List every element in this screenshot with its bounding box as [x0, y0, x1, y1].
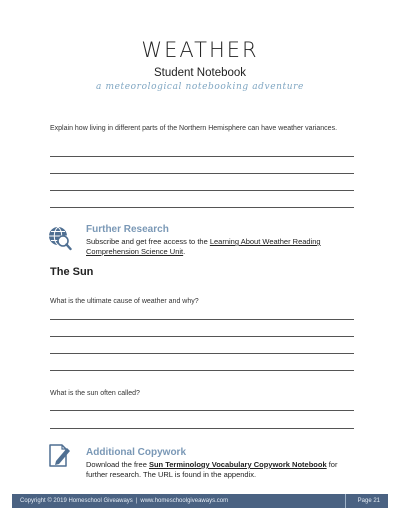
footer-left [20, 498, 228, 504]
additional-copywork-text-before: Download the free [86, 460, 149, 469]
additional-copywork-heading: Additional Copywork [86, 447, 186, 458]
question-1-prompt: Explain how living in different parts of the Northern Hemisphere can have weather variances. [50, 125, 338, 132]
answer-line[interactable] [50, 410, 354, 411]
footer-copyright: Copyright © 2019 Homeschool Giveaways [20, 498, 133, 504]
answer-line[interactable] [50, 190, 354, 191]
answer-line[interactable] [50, 156, 354, 157]
page-subtitle: Student Notebook [153, 67, 247, 79]
additional-copywork-text [86, 460, 361, 480]
further-research-text-after: . [183, 247, 186, 256]
pencil-paper-icon [48, 442, 72, 468]
footer-website[interactable]: www.homeschoolgiveaways.com [140, 498, 229, 504]
page-title: WEATHER [141, 38, 259, 62]
section-title-the-sun: The Sun [50, 266, 94, 278]
footer-separator: | [135, 498, 138, 504]
further-research-text-before: Subscribe and get free access to the [86, 237, 210, 246]
answer-line[interactable] [50, 173, 354, 174]
answer-line[interactable] [50, 336, 354, 337]
globe-search-icon [48, 226, 72, 252]
page-header [0, 38, 400, 92]
answer-line[interactable] [50, 319, 354, 320]
further-research-text [86, 237, 361, 257]
question-2-prompt: What is the ultimate cause of weather and why? [50, 298, 199, 305]
further-research-heading: Further Research [86, 224, 169, 235]
additional-copywork-text-after: for further research. The URL is found in the appendix. [86, 460, 338, 479]
page-tagline: a meteorological notebooking adventure [96, 82, 304, 92]
page-footer [12, 494, 388, 508]
answer-line[interactable] [50, 353, 354, 354]
question-3-prompt: What is the sun often called? [50, 390, 140, 397]
copywork-notebook-link[interactable]: Sun Terminology Vocabulary Copywork Notebook [148, 460, 327, 469]
answer-line[interactable] [50, 370, 354, 371]
answer-line[interactable] [50, 207, 354, 208]
answer-line[interactable] [50, 428, 354, 429]
footer-page-number: Page 21 [345, 494, 380, 508]
reading-comprehension-link[interactable]: Learning About Weather Reading Comprehension Science Unit [86, 237, 321, 256]
